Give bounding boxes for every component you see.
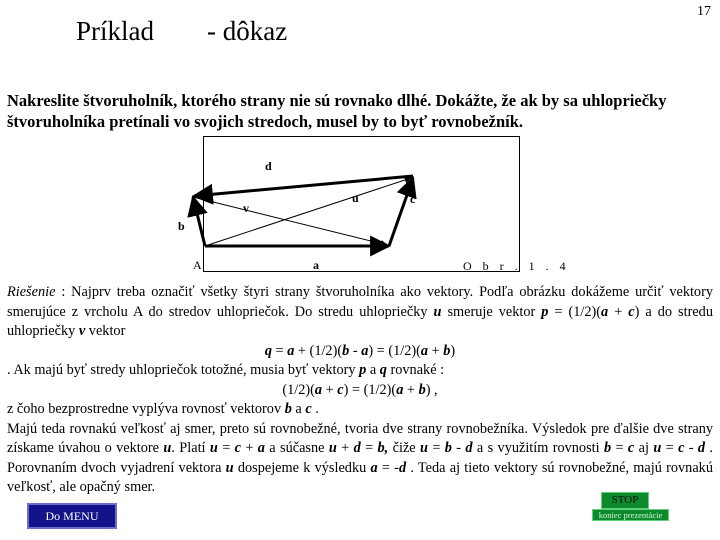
text-span: + (1/2)(	[294, 342, 343, 359]
vector-symbol: u	[225, 459, 234, 476]
problem-statement: Nakreslite štvoruholník, ktorého strany nie sú rovnako dlhé. Dokážte, že ak by sa uhlopriečky štvoruholníka pretínali vo svojich stredoch, musel by to byť rovnobežník.	[7, 91, 667, 131]
text-span: Majú teda rovnakú veľkosť aj smer, preto sú rovnobežné, tvoria dve strany rovnobežníka. Výsledok pre ďalšie dve strany získame úvahou o vektore	[7, 420, 713, 456]
equation-2	[7, 381, 713, 401]
text-span: ) = (1/2)(	[343, 381, 397, 398]
text-span: . Ak majú byť stredy uhlopriečok totožné, musia byť vektory	[7, 362, 360, 378]
text-span: +	[322, 381, 338, 398]
text-span: +	[608, 303, 629, 320]
vector-symbol: p	[541, 303, 549, 320]
text-span: a	[291, 401, 306, 417]
text-span: ) a do stredu uhlopriečky	[7, 303, 713, 339]
vector-symbol: u	[420, 440, 428, 456]
vector-symbol: u	[653, 440, 662, 456]
text-span: rovnaké :	[386, 362, 445, 378]
equation-1	[7, 342, 713, 362]
text-span: vektor	[85, 323, 126, 339]
text-span: (1/2)(	[282, 381, 315, 398]
text-span: . Teda aj tieto vektory sú rovnobežné, majú rovnakú veľkosť, ale opačný smer.	[7, 459, 713, 495]
text-span: . Platí	[171, 440, 210, 456]
text-span: a súčasne	[264, 440, 329, 456]
vector-c-line	[389, 178, 413, 246]
vector-symbol: v	[78, 323, 86, 339]
text-span: z čoho bezprostredne vyplýva rovnosť vektorov	[7, 401, 285, 417]
vector-symbol: c	[627, 440, 635, 456]
text-span: ) ,	[425, 381, 438, 398]
text-span: -	[349, 342, 362, 359]
menu-button[interactable]: Do MENU	[27, 503, 117, 529]
label-b: b	[178, 219, 185, 233]
vector-symbol: b	[418, 381, 426, 398]
text-span: =	[360, 440, 378, 456]
label-A: A	[193, 258, 202, 272]
vector-symbol: b,	[377, 440, 389, 456]
vector-symbol: p	[359, 362, 367, 378]
vector-symbol: a	[420, 342, 429, 359]
label-d: d	[265, 159, 272, 173]
label-u: u	[352, 191, 359, 205]
text-span: čiže	[388, 440, 420, 456]
vector-symbol: d	[697, 440, 706, 456]
page-number: 17	[697, 4, 711, 19]
vector-symbol: b	[444, 440, 452, 456]
text-span: )	[450, 342, 456, 359]
text-span: =	[271, 342, 288, 359]
figure-caption: O b r . 1 . 4	[463, 259, 570, 273]
solution-paragraph-4	[7, 420, 713, 498]
vector-symbol: b	[603, 440, 612, 456]
vector-symbol: a	[257, 440, 265, 456]
text-span: : Najprv treba označiť všetky štyri strany štvoruholníka ako vektory. Podľa obrázku dokážeme určiť vektory smerujúce z vrcholu A do stredov uhlopriečok. Do stredu uhlopriečky	[7, 284, 713, 320]
text-span: =	[427, 440, 445, 456]
text-span: =	[217, 440, 235, 456]
vector-symbol: c	[678, 440, 685, 456]
solution-text	[7, 283, 713, 498]
label-v: v	[243, 201, 249, 215]
text-span: .	[311, 401, 319, 417]
label-c: c	[410, 192, 416, 206]
solution-paragraph-2	[7, 361, 713, 381]
end-presentation-button[interactable]: koniec prezentácie	[592, 509, 669, 521]
vector-symbol: a	[601, 303, 609, 320]
label-a: a	[313, 258, 319, 272]
vector-symbol: d	[353, 440, 361, 456]
text-span: a	[366, 362, 380, 378]
text-span: +	[240, 440, 258, 456]
text-span: -	[684, 440, 698, 456]
vector-symbol: c	[234, 440, 241, 456]
text-span: = (1/2)(	[548, 303, 602, 320]
vector-symbol: q	[264, 342, 272, 359]
vector-symbol: c	[337, 381, 344, 398]
quadrilateral-figure	[150, 130, 570, 275]
text-span: aj	[634, 440, 654, 456]
vector-d-line	[194, 176, 413, 196]
text-span: . Porovnaním dvoch vyjadrení vektora	[7, 440, 713, 476]
text-span: +	[403, 381, 419, 398]
text-span: +	[336, 440, 354, 456]
text-span: =	[611, 440, 628, 456]
text-span: smeruje vektor	[441, 303, 542, 320]
text-span: =	[661, 440, 679, 456]
vector-symbol: a	[361, 342, 369, 359]
solution-paragraph-1	[7, 283, 713, 342]
text-span: = -	[377, 459, 399, 476]
text-span: ) = (1/2)(	[368, 342, 421, 359]
vector-symbol: a	[314, 381, 323, 398]
vector-b-line	[193, 197, 205, 246]
vector-symbol: u	[209, 440, 218, 456]
vector-symbol: b	[342, 342, 350, 359]
solution-paragraph-3	[7, 400, 713, 420]
page-subtitle: - dôkaz	[207, 16, 288, 46]
page-title: Príklad	[76, 16, 154, 46]
text-span: dospejeme k výsledku	[233, 459, 371, 476]
stop-button[interactable]: STOP	[601, 492, 649, 509]
vector-symbol: b	[284, 401, 292, 417]
vector-symbol: a	[396, 381, 404, 398]
vector-symbol: b	[443, 342, 451, 359]
vector-symbol: a	[287, 342, 295, 359]
vector-symbol: d	[465, 440, 473, 456]
vector-symbol: d	[398, 459, 407, 476]
vector-symbol: a	[370, 459, 378, 476]
vector-symbol: u	[328, 440, 337, 456]
vector-symbol: u	[163, 440, 172, 456]
vector-u-line	[205, 178, 411, 246]
text-span: -	[451, 440, 466, 456]
solution-label: Riešenie	[7, 284, 56, 300]
text-span: +	[428, 342, 444, 359]
vector-symbol: q	[379, 362, 387, 378]
text-span: a s využitím rovnosti	[472, 440, 604, 456]
vector-symbol: u	[433, 303, 442, 320]
vector-symbol: c	[628, 303, 635, 320]
vector-symbol: c	[305, 401, 312, 417]
